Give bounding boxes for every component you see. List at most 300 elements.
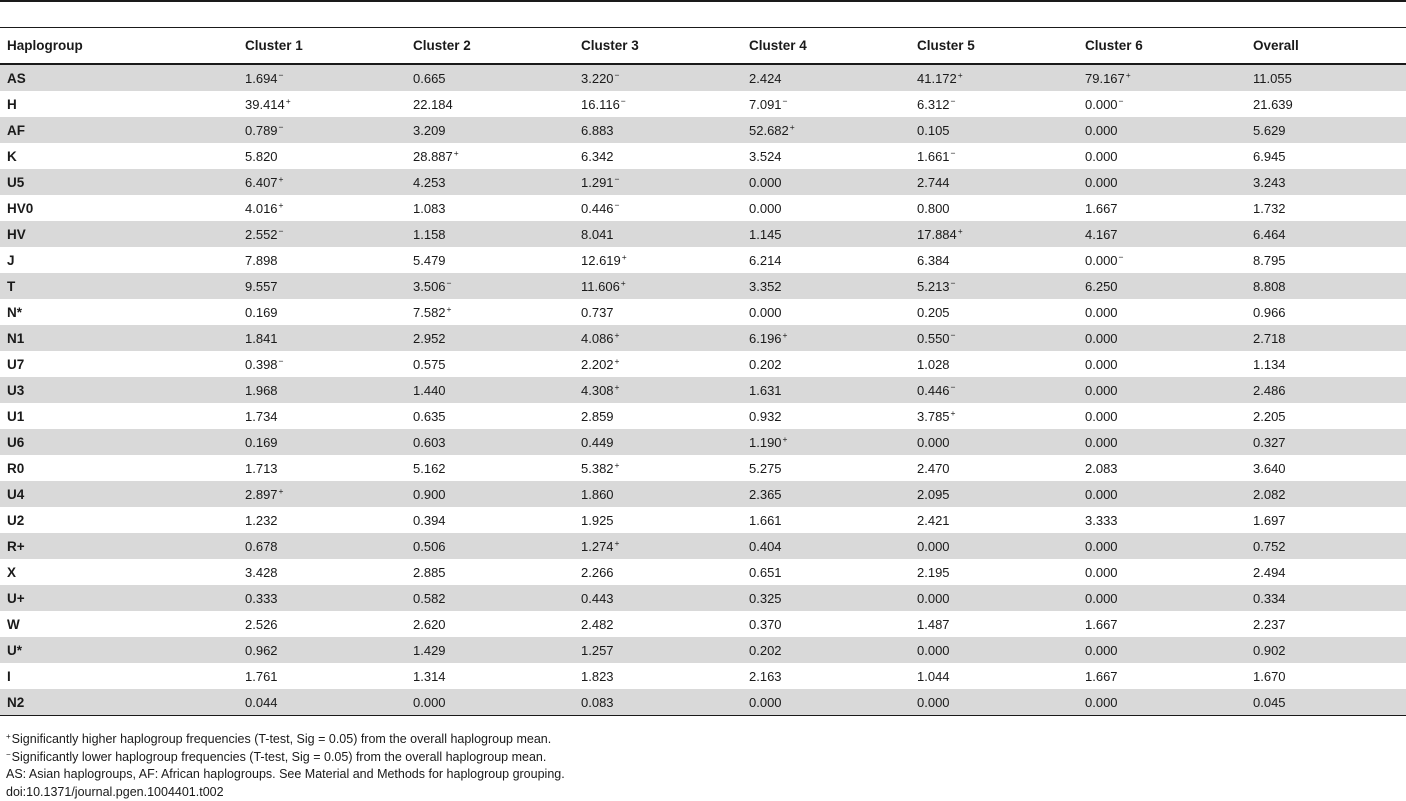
frequency-value: 5.479: [413, 253, 446, 268]
significance-lower-mark: −: [615, 70, 620, 80]
cluster-1-cell: [238, 481, 406, 507]
frequency-value: 7.582: [413, 305, 446, 320]
cluster-2-cell: [406, 64, 574, 91]
cluster-5-cell: [910, 64, 1078, 91]
haplogroup-label: N*: [0, 299, 238, 325]
cluster-1-cell: [238, 559, 406, 585]
significance-lower-mark: −: [1119, 252, 1124, 262]
frequency-value: 16.116: [581, 97, 620, 112]
cluster-5-cell: [910, 221, 1078, 247]
frequency-value: 0.000: [749, 175, 782, 190]
overall-cell: [1246, 585, 1406, 611]
frequency-value: 3.524: [749, 149, 782, 164]
cluster-2-cell: [406, 221, 574, 247]
frequency-value: 4.308: [581, 383, 614, 398]
frequency-value: 2.163: [749, 669, 782, 684]
haplogroup-label: N1: [0, 325, 238, 351]
frequency-value: 1.968: [245, 383, 278, 398]
frequency-value: 0.000: [1085, 409, 1118, 424]
frequency-value: 0.000: [917, 695, 950, 710]
significance-higher-mark: +: [1126, 70, 1131, 80]
frequency-value: 0.635: [413, 409, 446, 424]
frequency-value: 0.900: [413, 487, 446, 502]
column-header-cluster-3: Cluster 3: [574, 28, 742, 64]
cluster-2-cell: [406, 247, 574, 273]
frequency-value: 0.000: [1085, 539, 1118, 554]
frequency-value: 1.823: [581, 669, 614, 684]
frequency-value: 2.195: [917, 565, 950, 580]
cluster-3-cell: [574, 429, 742, 455]
frequency-value: 6.342: [581, 149, 614, 164]
table-row: [0, 611, 1406, 637]
cluster-4-cell: [742, 195, 910, 221]
frequency-value: 1.291: [581, 175, 614, 190]
frequency-value: 0.333: [245, 591, 278, 606]
significance-lower-mark: −: [621, 96, 626, 106]
cluster-5-cell: [910, 559, 1078, 585]
table-row: [0, 169, 1406, 195]
significance-lower-mark: −: [951, 96, 956, 106]
cluster-3-cell: [574, 481, 742, 507]
frequency-value: 0.083: [581, 695, 614, 710]
cluster-4-cell: [742, 143, 910, 169]
cluster-4-cell: [742, 117, 910, 143]
frequency-value: 9.557: [245, 279, 278, 294]
cluster-5-cell: [910, 351, 1078, 377]
cluster-6-cell: [1078, 351, 1246, 377]
frequency-value: 11.606: [581, 279, 620, 294]
frequency-value: 21.639: [1253, 97, 1293, 112]
significance-lower-mark: −: [951, 330, 956, 340]
haplogroup-label: R0: [0, 455, 238, 481]
cluster-6-cell: [1078, 533, 1246, 559]
frequency-value: 0.000: [749, 695, 782, 710]
frequency-value: 5.629: [1253, 123, 1286, 138]
cluster-4-cell: [742, 351, 910, 377]
frequency-value: 5.382: [581, 461, 614, 476]
frequency-value: 6.407: [245, 175, 278, 190]
table-row: [0, 559, 1406, 585]
frequency-value: 0.000: [917, 643, 950, 658]
frequency-value: 6.250: [1085, 279, 1118, 294]
cluster-4-cell: [742, 689, 910, 716]
cluster-2-cell: [406, 351, 574, 377]
cluster-3-cell: [574, 455, 742, 481]
cluster-2-cell: [406, 611, 574, 637]
cluster-4-cell: [742, 637, 910, 663]
significance-higher-mark: +: [622, 252, 627, 262]
frequency-value: 1.761: [245, 669, 278, 684]
overall-cell: [1246, 143, 1406, 169]
overall-cell: [1246, 377, 1406, 403]
cluster-2-cell: [406, 429, 574, 455]
cluster-3-cell: [574, 273, 742, 299]
haplogroup-label: U4: [0, 481, 238, 507]
frequency-value: 0.325: [749, 591, 782, 606]
significance-lower-mark: −: [615, 174, 620, 184]
cluster-3-cell: [574, 533, 742, 559]
frequency-value: 2.082: [1253, 487, 1286, 502]
cluster-5-cell: [910, 585, 1078, 611]
haplogroup-label: I: [0, 663, 238, 689]
frequency-value: 0.446: [581, 201, 614, 216]
cluster-1-cell: [238, 429, 406, 455]
frequency-value: 0.000: [1085, 123, 1118, 138]
frequency-value: 0.000: [917, 539, 950, 554]
column-header-haplogroup: Haplogroup: [0, 28, 238, 64]
frequency-value: 0.000: [749, 305, 782, 320]
haplogroup-label: U1: [0, 403, 238, 429]
table-row: [0, 455, 1406, 481]
cluster-4-cell: [742, 533, 910, 559]
frequency-value: 5.162: [413, 461, 446, 476]
frequency-value: 2.744: [917, 175, 950, 190]
table-row: [0, 117, 1406, 143]
cluster-6-cell: [1078, 481, 1246, 507]
significance-higher-mark: +: [447, 304, 452, 314]
haplogroup-label: U2: [0, 507, 238, 533]
table-row: [0, 689, 1406, 716]
frequency-value: 1.134: [1253, 357, 1286, 372]
cluster-5-cell: [910, 429, 1078, 455]
frequency-value: 7.898: [245, 253, 278, 268]
frequency-value: 0.000: [1085, 149, 1118, 164]
frequency-value: 1.667: [1085, 669, 1118, 684]
frequency-value: 0.000: [1085, 565, 1118, 580]
cluster-4-cell: [742, 611, 910, 637]
frequency-value: 2.202: [581, 357, 614, 372]
frequency-value: 1.661: [917, 149, 950, 164]
cluster-3-cell: [574, 559, 742, 585]
frequency-value: 0.000: [917, 435, 950, 450]
significance-higher-mark: +: [958, 226, 963, 236]
cluster-2-cell: [406, 299, 574, 325]
cluster-5-cell: [910, 377, 1078, 403]
frequency-value: 1.274: [581, 539, 614, 554]
cluster-6-cell: [1078, 455, 1246, 481]
cluster-5-cell: [910, 325, 1078, 351]
significance-lower-mark: −: [447, 278, 452, 288]
frequency-value: 1.860: [581, 487, 614, 502]
frequency-value: 79.167: [1085, 71, 1125, 86]
frequency-value: 3.243: [1253, 175, 1286, 190]
haplogroup-label: AF: [0, 117, 238, 143]
cluster-2-cell: [406, 481, 574, 507]
cluster-2-cell: [406, 377, 574, 403]
frequency-value: 2.424: [749, 71, 782, 86]
cluster-6-cell: [1078, 91, 1246, 117]
haplogroup-label: T: [0, 273, 238, 299]
cluster-6-cell: [1078, 273, 1246, 299]
cluster-1-cell: [238, 611, 406, 637]
frequency-value: 2.095: [917, 487, 950, 502]
haplogroup-label: W: [0, 611, 238, 637]
frequency-value: 1.083: [413, 201, 446, 216]
frequency-value: 1.670: [1253, 669, 1286, 684]
cluster-6-cell: [1078, 143, 1246, 169]
significance-higher-mark: +: [783, 434, 788, 444]
frequency-value: 41.172: [917, 71, 957, 86]
frequency-value: 0.370: [749, 617, 782, 632]
significance-lower-mark: −: [951, 278, 956, 288]
cluster-3-cell: [574, 64, 742, 91]
cluster-6-cell: [1078, 325, 1246, 351]
overall-cell: [1246, 273, 1406, 299]
frequency-value: 1.661: [749, 513, 782, 528]
frequency-value: 0.105: [917, 123, 950, 138]
cluster-6-cell: [1078, 169, 1246, 195]
cluster-3-cell: [574, 195, 742, 221]
frequency-value: 0.334: [1253, 591, 1286, 606]
cluster-4-cell: [742, 91, 910, 117]
significance-higher-mark: +: [286, 96, 291, 106]
frequency-value: 2.083: [1085, 461, 1118, 476]
frequency-value: 0.000: [1085, 643, 1118, 658]
table-row: [0, 247, 1406, 273]
cluster-2-cell: [406, 403, 574, 429]
frequency-value: 0.000: [917, 591, 950, 606]
frequency-value: 0.000: [1085, 175, 1118, 190]
cluster-5-cell: [910, 637, 1078, 663]
cluster-4-cell: [742, 507, 910, 533]
cluster-2-cell: [406, 455, 574, 481]
frequency-value: 8.808: [1253, 279, 1286, 294]
table-row: [0, 143, 1406, 169]
column-header-cluster-1: Cluster 1: [238, 28, 406, 64]
cluster-6-cell: [1078, 559, 1246, 585]
cluster-1-cell: [238, 299, 406, 325]
cluster-2-cell: [406, 689, 574, 716]
frequency-value: 0.902: [1253, 643, 1286, 658]
cluster-3-cell: [574, 351, 742, 377]
cluster-5-cell: [910, 273, 1078, 299]
frequency-value: 0.506: [413, 539, 446, 554]
frequency-value: 2.897: [245, 487, 278, 502]
overall-cell: [1246, 169, 1406, 195]
cluster-4-cell: [742, 585, 910, 611]
frequency-value: 2.885: [413, 565, 446, 580]
frequency-value: 0.398: [245, 357, 278, 372]
table-row: [0, 585, 1406, 611]
haplogroup-label: HV: [0, 221, 238, 247]
frequency-value: 0.678: [245, 539, 278, 554]
table-row: [0, 91, 1406, 117]
cluster-1-cell: [238, 64, 406, 91]
frequency-value: 0.169: [245, 435, 278, 450]
cluster-3-cell: [574, 585, 742, 611]
cluster-3-cell: [574, 247, 742, 273]
table-row: [0, 299, 1406, 325]
frequency-value: 0.789: [245, 123, 278, 138]
frequency-value: 0.966: [1253, 305, 1286, 320]
frequency-value: 52.682: [749, 123, 789, 138]
frequency-value: 0.962: [245, 643, 278, 658]
cluster-1-cell: [238, 169, 406, 195]
significance-lower-mark: −: [1119, 96, 1124, 106]
frequency-value: 1.732: [1253, 201, 1286, 216]
column-header-cluster-5: Cluster 5: [910, 28, 1078, 64]
frequency-value: 0.045: [1253, 695, 1286, 710]
cluster-1-cell: [238, 273, 406, 299]
cluster-3-cell: [574, 637, 742, 663]
cluster-6-cell: [1078, 429, 1246, 455]
cluster-1-cell: [238, 455, 406, 481]
cluster-2-cell: [406, 559, 574, 585]
cluster-3-cell: [574, 143, 742, 169]
haplogroup-label: U3: [0, 377, 238, 403]
footnote-lower: [6, 749, 565, 767]
column-header-cluster-2: Cluster 2: [406, 28, 574, 64]
overall-cell: [1246, 455, 1406, 481]
cluster-5-cell: [910, 247, 1078, 273]
cluster-4-cell: [742, 377, 910, 403]
cluster-4-cell: [742, 247, 910, 273]
frequency-value: 2.365: [749, 487, 782, 502]
frequency-value: 0.327: [1253, 435, 1286, 450]
frequency-value: 0.202: [749, 357, 782, 372]
cluster-6-cell: [1078, 247, 1246, 273]
haplogroup-label: H: [0, 91, 238, 117]
significance-higher-mark: +: [615, 538, 620, 548]
cluster-3-cell: [574, 403, 742, 429]
table-container: [0, 27, 1406, 716]
cluster-1-cell: [238, 195, 406, 221]
frequency-value: 6.312: [917, 97, 950, 112]
table-body: [0, 64, 1406, 716]
significance-higher-mark: +: [454, 148, 459, 158]
frequency-value: 1.487: [917, 617, 950, 632]
significance-lower-mark: −: [783, 96, 788, 106]
cluster-3-cell: [574, 221, 742, 247]
table-row: [0, 325, 1406, 351]
significance-higher-mark: +: [958, 70, 963, 80]
overall-cell: [1246, 403, 1406, 429]
significance-lower-mark: −: [951, 148, 956, 158]
cluster-5-cell: [910, 143, 1078, 169]
frequency-value: 0.000: [1085, 253, 1118, 268]
frequency-value: 1.667: [1085, 617, 1118, 632]
cluster-5-cell: [910, 169, 1078, 195]
frequency-value: 2.482: [581, 617, 614, 632]
cluster-6-cell: [1078, 637, 1246, 663]
frequency-value: 4.167: [1085, 227, 1118, 242]
table-row: [0, 64, 1406, 91]
frequency-value: 8.795: [1253, 253, 1286, 268]
cluster-4-cell: [742, 273, 910, 299]
overall-cell: [1246, 325, 1406, 351]
top-rule: [0, 0, 1406, 2]
cluster-3-cell: [574, 689, 742, 716]
frequency-value: 2.470: [917, 461, 950, 476]
footnote-lower-mark: −: [6, 750, 11, 759]
cluster-6-cell: [1078, 507, 1246, 533]
frequency-value: 1.667: [1085, 201, 1118, 216]
overall-cell: [1246, 689, 1406, 716]
cluster-3-cell: [574, 611, 742, 637]
frequency-value: 3.506: [413, 279, 446, 294]
frequency-value: 0.737: [581, 305, 614, 320]
frequency-value: 17.884: [917, 227, 957, 242]
cluster-4-cell: [742, 663, 910, 689]
frequency-value: 4.016: [245, 201, 278, 216]
cluster-5-cell: [910, 91, 1078, 117]
frequency-value: 1.190: [749, 435, 782, 450]
cluster-3-cell: [574, 377, 742, 403]
significance-higher-mark: +: [621, 278, 626, 288]
overall-cell: [1246, 91, 1406, 117]
overall-cell: [1246, 117, 1406, 143]
frequency-value: 0.000: [1085, 357, 1118, 372]
frequency-value: 1.841: [245, 331, 278, 346]
cluster-4-cell: [742, 429, 910, 455]
significance-higher-mark: +: [615, 382, 620, 392]
significance-higher-mark: +: [279, 174, 284, 184]
frequency-value: 0.550: [917, 331, 950, 346]
cluster-5-cell: [910, 689, 1078, 716]
haplogroup-frequency-table: [0, 28, 1406, 716]
frequency-value: 0.665: [413, 71, 446, 86]
footnote-higher-mark: +: [6, 732, 11, 741]
overall-cell: [1246, 637, 1406, 663]
frequency-value: 1.044: [917, 669, 950, 684]
frequency-value: 2.718: [1253, 331, 1286, 346]
frequency-value: 3.333: [1085, 513, 1118, 528]
table-row: [0, 481, 1406, 507]
cluster-6-cell: [1078, 221, 1246, 247]
significance-higher-mark: +: [783, 330, 788, 340]
haplogroup-label: N2: [0, 689, 238, 716]
table-row: [0, 507, 1406, 533]
cluster-4-cell: [742, 221, 910, 247]
frequency-value: 6.883: [581, 123, 614, 138]
frequency-value: 0.000: [1085, 591, 1118, 606]
cluster-2-cell: [406, 91, 574, 117]
significance-lower-mark: −: [279, 226, 284, 236]
table-row: [0, 429, 1406, 455]
frequency-value: 1.925: [581, 513, 614, 528]
cluster-2-cell: [406, 637, 574, 663]
cluster-5-cell: [910, 403, 1078, 429]
cluster-4-cell: [742, 559, 910, 585]
table-row: [0, 663, 1406, 689]
frequency-value: 0.582: [413, 591, 446, 606]
cluster-5-cell: [910, 195, 1078, 221]
significance-lower-mark: −: [279, 356, 284, 366]
haplogroup-label: U7: [0, 351, 238, 377]
frequency-value: 3.209: [413, 123, 446, 138]
frequency-value: 1.694: [245, 71, 278, 86]
footnote-lower-text: Significantly lower haplogroup frequencies (T-test, Sig = 0.05) from the overall haplogroup mean.: [12, 750, 547, 764]
table-footnotes: [6, 731, 565, 801]
cluster-2-cell: [406, 117, 574, 143]
frequency-value: 1.697: [1253, 513, 1286, 528]
cluster-5-cell: [910, 663, 1078, 689]
haplogroup-label: U*: [0, 637, 238, 663]
frequency-value: 3.785: [917, 409, 950, 424]
cluster-1-cell: [238, 689, 406, 716]
frequency-value: 28.887: [413, 149, 453, 164]
cluster-1-cell: [238, 663, 406, 689]
table-row: [0, 533, 1406, 559]
frequency-value: 2.421: [917, 513, 950, 528]
overall-cell: [1246, 611, 1406, 637]
overall-cell: [1246, 221, 1406, 247]
significance-lower-mark: −: [279, 70, 284, 80]
frequency-value: 0.800: [917, 201, 950, 216]
cluster-2-cell: [406, 325, 574, 351]
frequency-value: 1.145: [749, 227, 782, 242]
overall-cell: [1246, 663, 1406, 689]
